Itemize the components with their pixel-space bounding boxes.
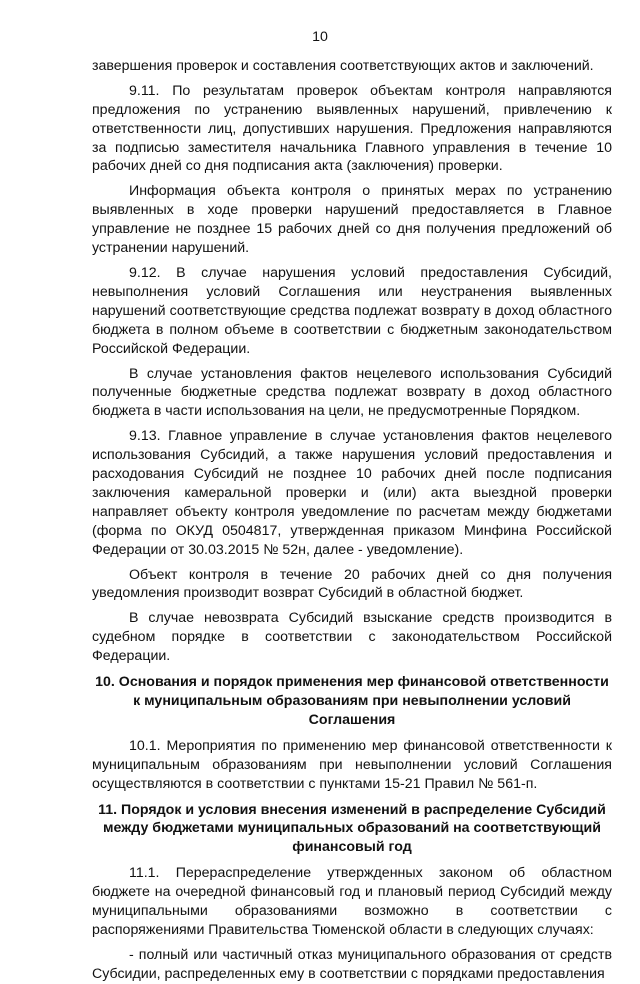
page-number: 10 xyxy=(312,29,328,45)
paragraph-9-11: 9.11. По результатам проверок объектам контроля направляются предложения по устранению выявленных нарушений, привлечению к ответственности лиц, допустивших нарушения. Предложения направляются за подписью заместителя начальника Главного управления в течение 10 рабочих дней со дня подписания акта (заключения) проверки. xyxy=(92,82,612,175)
paragraph-9-13: 9.13. Главное управление в случае установления фактов нецелевого использования Субсидий, а также нарушения условий предоставления и расходования Субсидий не позднее 10 рабочих дней после подписания заключения камеральной проверки и (или) акта выездной проверки направляет объекту контроля уведомление по расчетам между бюджетами (форма по ОКУД 0504817, утвержденная приказом Минфина Российской Федерации от 30.03.2015 № 52н, далее - уведомление). xyxy=(92,428,612,558)
paragraph-continuation: завершения проверок и составления соответствующих актов и заключений. xyxy=(92,57,594,74)
paragraph-9-12: 9.12. В случае нарушения условий предоставления Субсидий, невыполнения условий Соглашения или неустранения выявленных нарушений соответствующие средства подлежат возврату в доход областного бюджета в полном объеме в соответствии с бюджетным законодательством Российской Федерации. xyxy=(92,264,612,357)
paragraph-misuse: В случае установления фактов нецелевого использования Субсидий полученные бюджетные средства подлежат возврату в доход областного бюджета в части использования на цели, не предусмотренные Порядком. xyxy=(92,365,612,420)
section-heading-11: 11. Порядок и условия внесения изменений в распределение Субсидий между бюджетами муниципальных образований на соответствующий финансовый год xyxy=(98,801,606,856)
section-heading-10: 10. Основания и порядок применения мер финансовой ответственности к муниципальным образованиям при невыполнении условий Соглашения xyxy=(95,674,609,728)
paragraph-refusal-case: - полный или частичный отказ муниципального образования от средств Субсидии, распределенных ему в соответствии с порядками предоставления xyxy=(92,946,612,982)
paragraph-10-1: 10.1. Мероприятия по применению мер финансовой ответственности к муниципальным образованиям при невыполнении условий Соглашения осуществляются в соответствии с пунктами 15-21 Правил № 561-п. xyxy=(92,737,612,792)
paragraph-control-info: Информация объекта контроля о принятых мерах по устранению выявленных в ходе проверки нарушений предоставляется в Главное управление не позднее 15 рабочих дней со дня получения предложений об устранении нарушений. xyxy=(92,183,612,257)
paragraph-11-1: 11.1. Перераспределение утвержденных законом об областном бюджете на очередной финансовый год и плановый период Субсидий между муниципальными образованиями возможно в соответствии с распоряжениями Правительства Тюменской области в следующих случаях: xyxy=(92,865,612,938)
paragraph-court: В случае невозврата Субсидий взыскание средств производится в судебном порядке в соответствии с законодательством Российской Федерации. xyxy=(92,610,612,665)
paragraph-refund: Объект контроля в течение 20 рабочих дней со дня получения уведомления производит возврат Субсидий в областной бюджет. xyxy=(92,566,612,602)
